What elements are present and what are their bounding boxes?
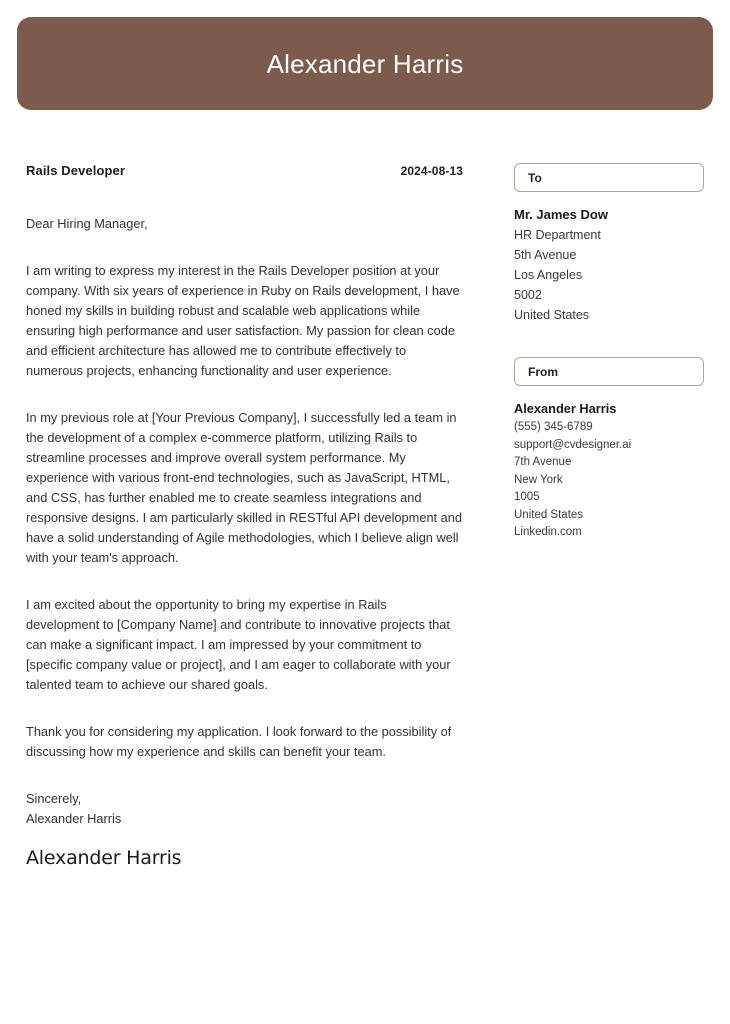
letter-paragraph: Thank you for considering my application. I look forward to the possibility of discussing how my experience and skills can benefit your team. (26, 724, 452, 759)
recipient-line: Los Angeles (514, 268, 583, 282)
from-field-box[interactable] (514, 357, 704, 386)
sender-email: support@cvdesigner.ai (514, 438, 632, 451)
letter-closing (26, 789, 463, 829)
header-banner (17, 17, 713, 110)
sender-line: United States (514, 508, 584, 521)
sender-name: Alexander Harris (514, 401, 617, 416)
from-label: From (528, 364, 558, 379)
letter-header-row (26, 163, 463, 178)
letter-paragraph: I am writing to express my interest in the Rails Developer position at your company. With six years of experience in Ruby on Rails development, I have honed my skills in building robust and scalable web applications while ensuring high performance and user satisfaction. My passion for clean code and efficient architecture has allowed me to contribute effectively to numerous projects, enhancing functionality and user experience. (26, 263, 460, 378)
recipient-block (514, 205, 704, 325)
sidebar-spacer (514, 325, 704, 357)
closing-word: Sincerely, (26, 791, 82, 806)
recipient-line: 5002 (514, 288, 542, 302)
salutation: Dear Hiring Manager, (26, 216, 148, 231)
recipient-line: United States (514, 308, 590, 322)
sender-phone: (555) 345-6789 (514, 421, 593, 433)
sidebar-column (514, 163, 704, 542)
letter-column (26, 163, 463, 869)
sender-line: 1005 (514, 491, 540, 503)
recipient-line: HR Department (514, 228, 601, 242)
to-field-box[interactable] (514, 163, 704, 192)
recipient-name: Mr. James Dow (514, 207, 608, 222)
closing-name: Alexander Harris (26, 811, 122, 826)
sender-block (514, 399, 704, 542)
sender-website: Linkedin.com (514, 526, 582, 538)
letter-paragraph: I am excited about the opportunity to bring my expertise in Rails development to [Company Name] and contribute to innovative projects that can make a significant impact. I am impressed by your commitment to [specific company value or project], and I am eager to collaborate with your talented team to achieve our shared goals. (26, 597, 451, 692)
sender-line: New York (514, 473, 563, 486)
page-title: Alexander Harris (266, 48, 464, 79)
recipient-line: 5th Avenue (514, 248, 577, 262)
to-label: To (528, 170, 542, 185)
sender-line: 7th Avenue (514, 456, 572, 468)
job-title: Rails Developer (26, 163, 126, 178)
letter-paragraph: In my previous role at [Your Previous Company], I successfully led a team in the development of a complex e-commerce platform, utilizing Rails to streamline processes and improve overall system performance. My experience with various front-end technologies, such as JavaScript, HTML, and CSS, has further enabled me to create seamless integrations and responsive designs. I am particularly skilled in RESTful API development and have a solid understanding of Agile methodologies, which I believe align well with your team's approach. (26, 410, 463, 565)
letter-date: 2024-08-13 (400, 164, 463, 178)
signature: Alexander Harris (26, 847, 182, 869)
